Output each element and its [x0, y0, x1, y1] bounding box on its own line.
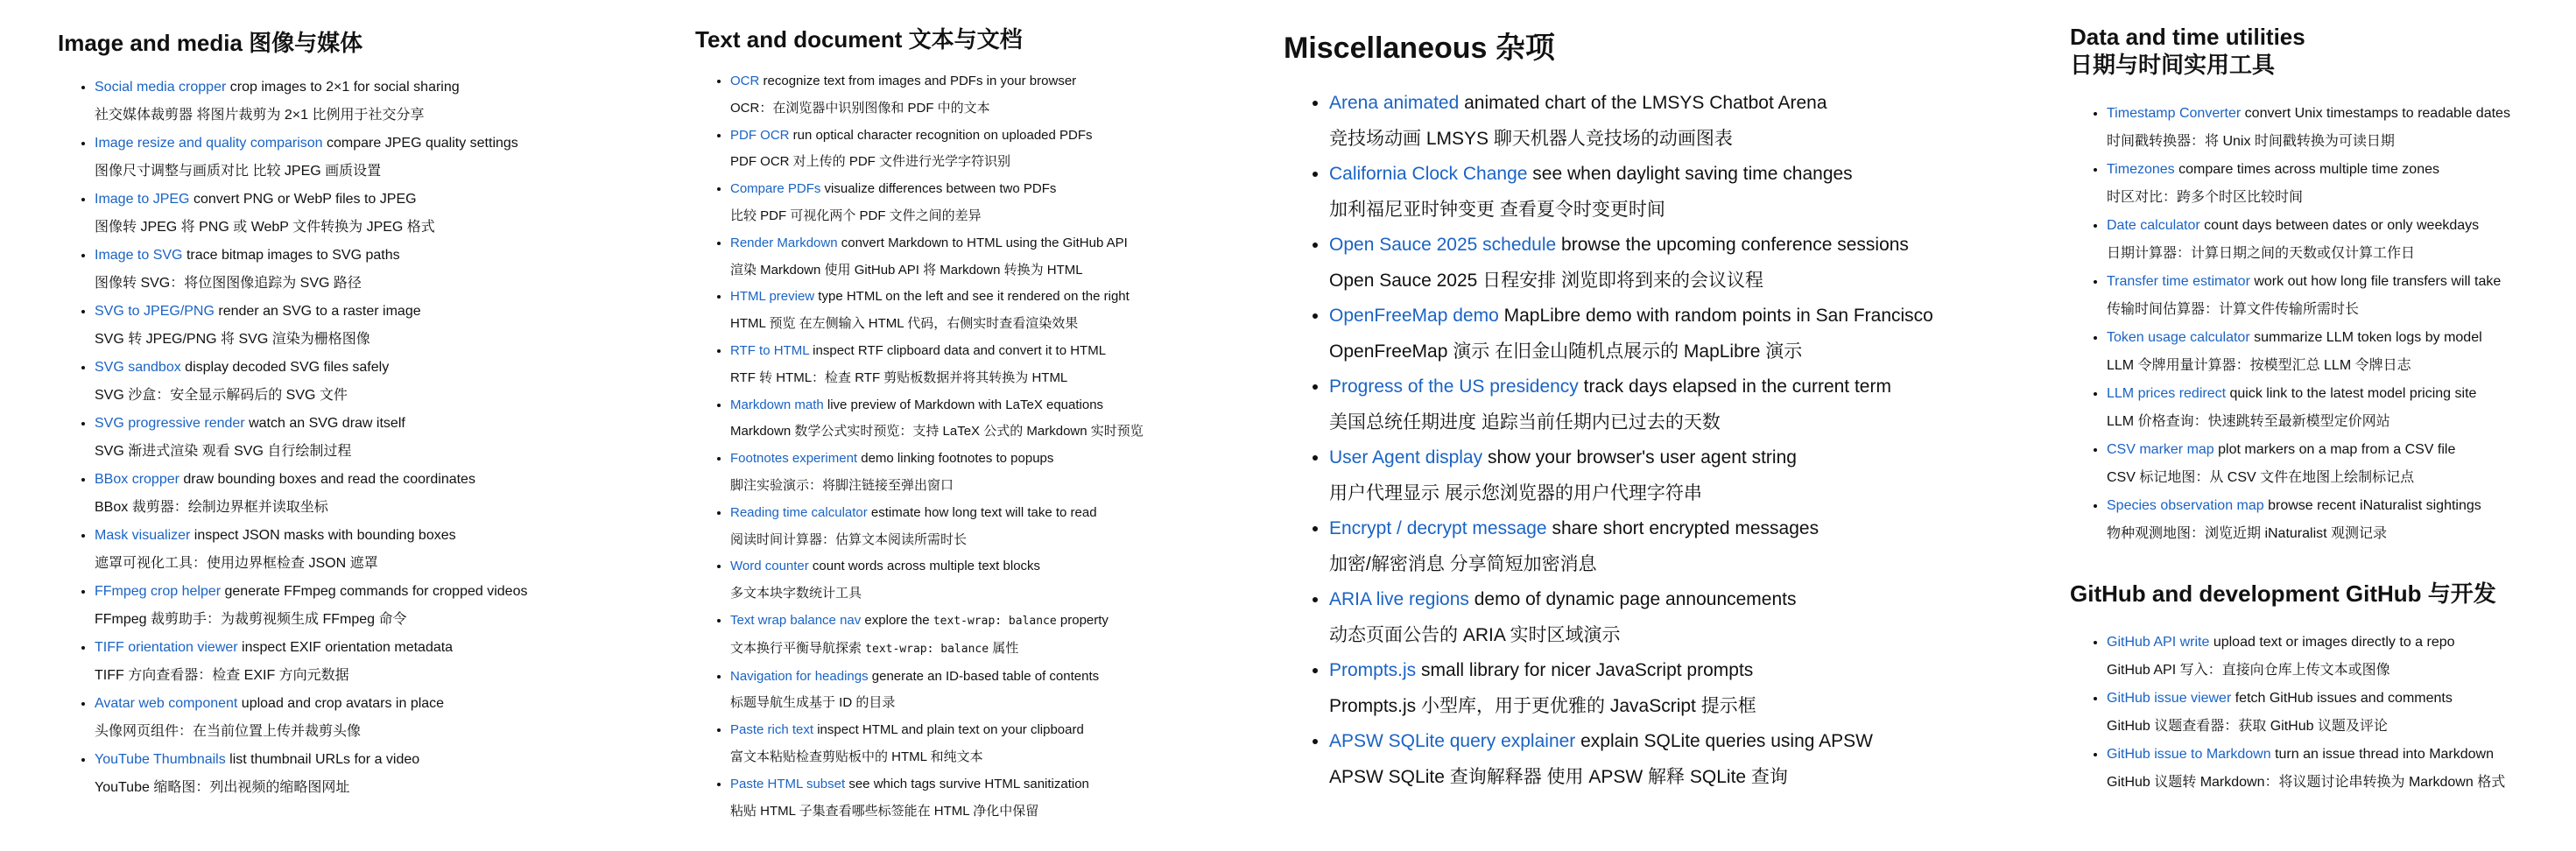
tool-description: summarize LLM token logs by model: [2249, 330, 2482, 345]
list-item: [1329, 157, 2037, 228]
list-item: [95, 578, 618, 634]
tool-description: see which tags survive HTML sanitization: [845, 776, 1089, 791]
tool-description: trace bitmap images to SVG paths: [182, 248, 400, 263]
list-item: [95, 186, 618, 242]
tool-list-image-media: [58, 74, 618, 802]
tool-description: recognize text from images and PDFs in your browser: [759, 74, 1077, 88]
tool-description: inspect EXIF orientation metadata: [237, 640, 454, 655]
tool-link-compare-pdfs[interactable]: Compare PDFs: [730, 181, 821, 197]
list-item: [2107, 324, 2569, 380]
tool-description: count words across multiple text blocks: [808, 559, 1041, 574]
tool-description: show your browser's user agent string: [1482, 447, 1797, 468]
tool-description-zh: LLM 价格查询：快速跳转至最新模型定价网站: [2107, 414, 2390, 429]
tool-description-zh: 粘贴 HTML 子集查看哪些标签能在 HTML 净化中保留: [730, 803, 1039, 819]
title-en: Data and time utilities: [2070, 24, 2305, 50]
tool-link-csv-marker-map[interactable]: CSV marker map: [2107, 442, 2214, 457]
list-item: [2107, 212, 2569, 268]
list-item: [95, 298, 618, 354]
tool-link-paste-html-subset[interactable]: Paste HTML subset: [730, 776, 846, 791]
tool-link-image-to-svg[interactable]: Image to SVG: [95, 248, 183, 263]
tool-description-zh: HTML 预览 在左侧输入 HTML 代码，右侧实时查看渲染效果: [730, 316, 1079, 332]
tool-description: property: [1056, 612, 1109, 628]
tool-link-apsw-sqlite-explainer[interactable]: APSW SQLite query explainer: [1329, 731, 1576, 751]
tool-description-zh: Prompts.js 小型库，用于更优雅的 JavaScript 提示框: [1329, 695, 1756, 716]
tool-description-zh: [730, 636, 1229, 664]
list-item: [95, 242, 618, 298]
tool-link-rtf-to-html[interactable]: RTF to HTML: [730, 342, 810, 358]
tool-description-zh: Markdown 数学公式实时预览：支持 LaTeX 公式的 Markdown 实时预览: [730, 424, 1144, 440]
tool-link-text-wrap-balance-nav[interactable]: Text wrap balance nav: [730, 612, 862, 628]
tool-description: display decoded SVG files safely: [180, 360, 390, 375]
tool-link-transfer-time-estimator[interactable]: Transfer time estimator: [2107, 274, 2250, 289]
tool-link-california-clock-change[interactable]: California Clock Change: [1329, 164, 1528, 184]
tool-description: inspect JSON masks with bounding boxes: [190, 528, 456, 543]
list-item: [730, 608, 1229, 664]
tool-description-zh: OpenFreeMap 演示 在旧金山随机点展示的 MapLibre 演示: [1329, 341, 1803, 362]
tool-description: fetch GitHub issues and comments: [2231, 691, 2453, 706]
list-item: [1329, 299, 2037, 369]
tool-description-zh: 渲染 Markdown 使用 GitHub API 将 Markdown 转换为 HTML: [730, 262, 1083, 278]
list-item: [730, 446, 1229, 500]
list-item: [730, 284, 1229, 338]
list-item: [2107, 268, 2569, 324]
zh-text: 文本换行平衡导航探索: [730, 640, 866, 656]
tool-description-zh: GitHub 议题查看器：获取 GitHub 议题及评论: [2107, 719, 2388, 734]
tool-link-image-to-jpeg[interactable]: Image to JPEG: [95, 192, 190, 207]
tool-description-zh: 多文本块字数统计工具: [730, 586, 862, 601]
tool-link-pdf-ocr[interactable]: PDF OCR: [730, 127, 790, 143]
tool-description: quick link to the latest model pricing site: [2226, 386, 2477, 401]
list-item: [95, 466, 618, 522]
section-title-github: GitHub and development GitHub 与开发: [2070, 580, 2496, 607]
tool-link-svg-to-jpeg-png[interactable]: SVG to JPEG/PNG: [95, 304, 215, 319]
list-item: [1329, 511, 2037, 582]
tool-description-zh: YouTube 缩略图：列出视频的缩略图网址: [95, 780, 350, 795]
list-item: [95, 634, 618, 690]
list-item: [730, 717, 1229, 771]
tool-link-svg-progressive-render[interactable]: SVG progressive render: [95, 416, 245, 431]
list-item: [730, 68, 1229, 123]
tool-link-mask-visualizer[interactable]: Mask visualizer: [95, 528, 191, 543]
list-item: [2107, 685, 2569, 741]
tool-link-date-calculator[interactable]: Date calculator: [2107, 218, 2200, 233]
list-item: [95, 746, 618, 802]
list-item: [2107, 156, 2569, 212]
zh-text: 属性: [989, 640, 1019, 656]
list-item: [2107, 380, 2569, 436]
list-item: [95, 410, 618, 466]
code-snippet: text-wrap: balance: [865, 642, 989, 656]
tool-description-zh: GitHub API 写入：直接向仓库上传文本或图像: [2107, 663, 2390, 678]
tool-description: run optical character recognition on uploaded PDFs: [789, 127, 1093, 143]
tool-link-social-media-cropper[interactable]: Social media cropper: [95, 80, 227, 95]
tool-description-zh: 遮罩可视化工具：使用边界框检查 JSON 遮罩: [95, 556, 378, 571]
tool-link-avatar-web-component[interactable]: Avatar web component: [95, 696, 238, 711]
tool-link-encrypt-decrypt[interactable]: Encrypt / decrypt message: [1329, 518, 1547, 538]
tool-description-zh: 传输时间估算器：计算文件传输所需时长: [2107, 302, 2360, 317]
tool-description-zh: 社交媒体裁剪器 将图片裁剪为 2×1 比例用于社交分享: [95, 108, 425, 123]
tool-description: inspect RTF clipboard data and convert it to HTML: [809, 342, 1107, 358]
tool-link-github-issue-to-markdown[interactable]: GitHub issue to Markdown: [2107, 747, 2271, 762]
tool-description: convert Markdown to HTML using the GitHub API: [837, 235, 1128, 250]
tool-link-navigation-for-headings[interactable]: Navigation for headings: [730, 668, 869, 684]
tool-link-footnotes-experiment[interactable]: Footnotes experiment: [730, 451, 858, 467]
tool-link-ffmpeg-crop-helper[interactable]: FFmpeg crop helper: [95, 584, 222, 599]
tool-link-ocr[interactable]: OCR: [730, 74, 760, 88]
list-item: [2107, 100, 2569, 156]
tool-description: render an SVG to a raster image: [214, 304, 421, 319]
tool-description-zh: 动态页面公告的 ARIA 实时区域演示: [1329, 624, 1621, 645]
tool-description: convert Unix timestamps to readable dates: [2241, 106, 2510, 121]
list-item: [1329, 724, 2037, 795]
tool-link-render-markdown[interactable]: Render Markdown: [730, 235, 838, 250]
tool-description: share short encrypted messages: [1546, 518, 1819, 538]
tool-link-word-counter[interactable]: Word counter: [730, 559, 809, 574]
list-item: [95, 130, 618, 186]
tool-description: see when daylight saving time changes: [1527, 164, 1853, 184]
list-item: [95, 690, 618, 746]
tool-description-zh: 日期计算器：计算日期之间的天数或仅计算工作日: [2107, 246, 2416, 261]
tool-description: MapLibre demo with random points in San Francisco: [1498, 306, 1933, 326]
tool-link-token-usage-calculator[interactable]: Token usage calculator: [2107, 330, 2250, 345]
tool-link-arena-animated[interactable]: Arena animated: [1329, 93, 1460, 113]
tool-link-prompts-js[interactable]: Prompts.js: [1329, 660, 1417, 680]
tool-link-timezones[interactable]: Timezones: [2107, 162, 2175, 177]
list-item: [1329, 369, 2037, 440]
list-item: [730, 338, 1229, 392]
list-item: [1329, 228, 2037, 299]
list-item: [1329, 440, 2037, 511]
tool-description: visualize differences between two PDFs: [820, 181, 1057, 197]
list-item: [2107, 436, 2569, 492]
tool-description-zh: 比较 PDF 可视化两个 PDF 文件之间的差异: [730, 207, 982, 223]
tool-link-openfreemap-demo[interactable]: OpenFreeMap demo: [1329, 306, 1499, 326]
tool-link-github-api-write[interactable]: GitHub API write: [2107, 635, 2210, 650]
tool-description-zh: LLM 令牌用量计算器：按模型汇总 LLM 令牌日志: [2107, 358, 2411, 373]
section-image-media: [58, 0, 618, 802]
list-item: [730, 771, 1229, 826]
tool-description-zh: 用户代理显示 展示您浏览器的用户代理字符串: [1329, 482, 1702, 503]
tool-description: estimate how long text will take to read: [867, 504, 1097, 520]
section-miscellaneous: [1284, 0, 2037, 795]
tool-description: turn an issue thread into Markdown: [2270, 747, 2494, 762]
tool-link-aria-live-regions[interactable]: ARIA live regions: [1329, 589, 1469, 609]
list-item: [2107, 741, 2569, 797]
tool-description-zh: 美国总统任期进度 追踪当前任期内已过去的天数: [1329, 411, 1721, 433]
tool-description-zh: TIFF 方向查看器：检查 EXIF 方向元数据: [95, 668, 349, 683]
tool-description-zh: 图像尺寸调整与画质对比 比较 JPEG 画质设置: [95, 164, 382, 179]
section-title-image-media: Image and media 图像与媒体: [58, 30, 363, 56]
section-right-column: [2070, 0, 2569, 797]
title-zh: 日期与时间实用工具: [2070, 52, 2276, 78]
tool-description: explain SQLite queries using APSW: [1575, 731, 1873, 751]
tool-description: generate an ID-based table of contents: [868, 668, 1100, 684]
section-title-miscellaneous: Miscellaneous 杂项: [1284, 32, 1555, 65]
tool-description: demo of dynamic page announcements: [1468, 589, 1797, 609]
tool-link-reading-time-calculator[interactable]: Reading time calculator: [730, 504, 868, 520]
tool-description-zh: RTF 转 HTML：检查 RTF 剪贴板数据并将其转换为 HTML: [730, 369, 1068, 385]
tool-description-zh: Open Sauce 2025 日程安排 浏览即将到来的会议议程: [1329, 270, 1763, 291]
tool-description-zh: APSW SQLite 查询解释器 使用 APSW 解释 SQLite 查询: [1329, 766, 1788, 787]
tool-description-zh: 图像转 JPEG 将 PNG 或 WebP 文件转换为 JPEG 格式: [95, 220, 435, 235]
tool-list-text-document: [695, 68, 1229, 825]
tool-description-zh: SVG 沙盒：安全显示解码后的 SVG 文件: [95, 388, 348, 403]
tool-description: animated chart of the LMSYS Chatbot Arena: [1459, 93, 1827, 113]
tool-description-zh: 物种观测地图：浏览近期 iNaturalist 观测记录: [2107, 526, 2388, 541]
tool-description-zh: GitHub 议题转 Markdown：将议题讨论串转换为 Markdown 格式: [2107, 775, 2506, 790]
list-item: [730, 123, 1229, 177]
tool-description-zh: SVG 转 JPEG/PNG 将 SVG 渲染为栅格图像: [95, 332, 370, 347]
list-item: [2107, 492, 2569, 548]
tool-description-zh: 富文本粘贴检查剪贴板中的 HTML 和纯文本: [730, 749, 983, 764]
list-item: [1329, 653, 2037, 724]
tool-link-html-preview[interactable]: HTML preview: [730, 289, 815, 305]
tool-description: live preview of Markdown with LaTeX equations: [823, 397, 1104, 412]
list-item: [95, 74, 618, 130]
tool-description: small library for nicer JavaScript prompts: [1416, 660, 1754, 680]
list-item: [730, 553, 1229, 608]
tool-link-species-observation-map[interactable]: Species observation map: [2107, 498, 2264, 513]
list-item: [95, 354, 618, 410]
tool-description-zh: 竞技场动画 LMSYS 聊天机器人竞技场的动画图表: [1329, 128, 1733, 149]
tool-description-zh: 加利福尼亚时钟变更 查看夏令时变更时间: [1329, 199, 1665, 220]
tool-description: explore the: [861, 612, 933, 628]
tool-link-tiff-orientation-viewer[interactable]: TIFF orientation viewer: [95, 640, 238, 655]
tool-link-user-agent-display[interactable]: User Agent display: [1329, 447, 1483, 468]
tool-description: upload text or images directly to a repo: [2209, 635, 2455, 650]
list-item: [730, 392, 1229, 447]
tool-description: list thumbnail URLs for a video: [225, 752, 420, 767]
tool-link-paste-rich-text[interactable]: Paste rich text: [730, 722, 814, 738]
tool-link-markdown-math[interactable]: Markdown math: [730, 397, 824, 412]
tool-description: compare JPEG quality settings: [322, 136, 518, 151]
tool-link-open-sauce-schedule[interactable]: Open Sauce 2025 schedule: [1329, 235, 1557, 255]
tool-description-zh: CSV 标记地图：从 CSV 文件在地图上绘制标记点: [2107, 470, 2415, 485]
tool-description: work out how long file transfers will take: [2249, 274, 2502, 289]
list-item: [730, 176, 1229, 230]
section-title-text-document: Text and document 文本与文档: [695, 26, 1023, 53]
tool-link-us-presidency-progress[interactable]: Progress of the US presidency: [1329, 376, 1579, 397]
tool-link-youtube-thumbnails[interactable]: YouTube Thumbnails: [95, 752, 226, 767]
tool-description-zh: 时间戳转换器：将 Unix 时间戳转换为可读日期: [2107, 134, 2395, 149]
list-item: [95, 522, 618, 578]
tool-list-github: [2070, 629, 2569, 797]
tool-description: generate FFmpeg commands for cropped videos: [221, 584, 528, 599]
list-item: [1329, 582, 2037, 653]
tool-description: plot markers on a map from a CSV file: [2214, 442, 2456, 457]
tool-description-zh: 头像网页组件：在当前位置上传并裁剪头像: [95, 724, 362, 739]
list-item: [2107, 629, 2569, 685]
tool-description: watch an SVG draw itself: [244, 416, 405, 431]
list-item: [1329, 86, 2037, 157]
tool-link-image-resize[interactable]: Image resize and quality comparison: [95, 136, 323, 151]
tool-list-date-time: [2070, 100, 2569, 548]
tool-description: inspect HTML and plain text on your clipboard: [813, 722, 1084, 738]
tool-description: crop images to 2×1 for social sharing: [226, 80, 460, 95]
tool-description: browse recent iNaturalist sightings: [2263, 498, 2481, 513]
tool-description-zh: 脚注实验演示：将脚注链接至弹出窗口: [730, 477, 954, 493]
tool-description: type HTML on the left and see it rendered on the right: [814, 289, 1130, 305]
code-snippet: text-wrap: balance: [933, 614, 1057, 628]
tool-description-zh: OCR：在浏览器中识别图像和 PDF 中的文本: [730, 100, 990, 116]
tool-description: compare times across multiple time zones: [2174, 162, 2439, 177]
tool-description-zh: PDF OCR 对上传的 PDF 文件进行光学字符识别: [730, 154, 1011, 170]
tool-description: upload and crop avatars in place: [237, 696, 445, 711]
list-item: [730, 230, 1229, 285]
tool-description-zh: 标题导航生成基于 ID 的目录: [730, 695, 896, 711]
tool-description: count days between dates or only weekdays: [2199, 218, 2480, 233]
tool-link-svg-sandbox[interactable]: SVG sandbox: [95, 360, 181, 375]
section-text-document: [695, 0, 1229, 825]
tool-description: convert PNG or WebP files to JPEG: [189, 192, 417, 207]
tool-link-github-issue-viewer[interactable]: GitHub issue viewer: [2107, 691, 2232, 706]
tool-description-zh: SVG 渐进式渲染 观看 SVG 自行绘制过程: [95, 444, 352, 459]
tool-description: browse the upcoming conference sessions: [1556, 235, 1909, 255]
tool-description-zh: 图像转 SVG：将位图图像追踪为 SVG 路径: [95, 276, 362, 291]
tool-link-bbox-cropper[interactable]: BBox cropper: [95, 472, 179, 487]
section-title-date-time: [2070, 23, 2569, 79]
list-item: [730, 664, 1229, 718]
tool-description-zh: 时区对比：跨多个时区比较时间: [2107, 190, 2304, 205]
tool-list-miscellaneous: [1284, 86, 2037, 795]
tool-description-zh: 加密/解密消息 分享简短加密消息: [1329, 553, 1597, 574]
tool-description-zh: BBox 裁剪器：绘制边界框并读取坐标: [95, 500, 328, 515]
tool-description-zh: FFmpeg 裁剪助手：为裁剪视频生成 FFmpeg 命令: [95, 612, 407, 627]
tool-description: track days elapsed in the current term: [1578, 376, 1891, 397]
tool-description: demo linking footnotes to popups: [857, 451, 1054, 467]
list-item: [730, 500, 1229, 554]
tool-description: draw bounding boxes and read the coordinates: [179, 472, 475, 487]
tool-link-timestamp-converter[interactable]: Timestamp Converter: [2107, 106, 2242, 121]
tool-description-zh: 阅读时间计算器：估算文本阅读所需时长: [730, 531, 968, 547]
tool-link-llm-prices-redirect[interactable]: LLM prices redirect: [2107, 386, 2227, 401]
